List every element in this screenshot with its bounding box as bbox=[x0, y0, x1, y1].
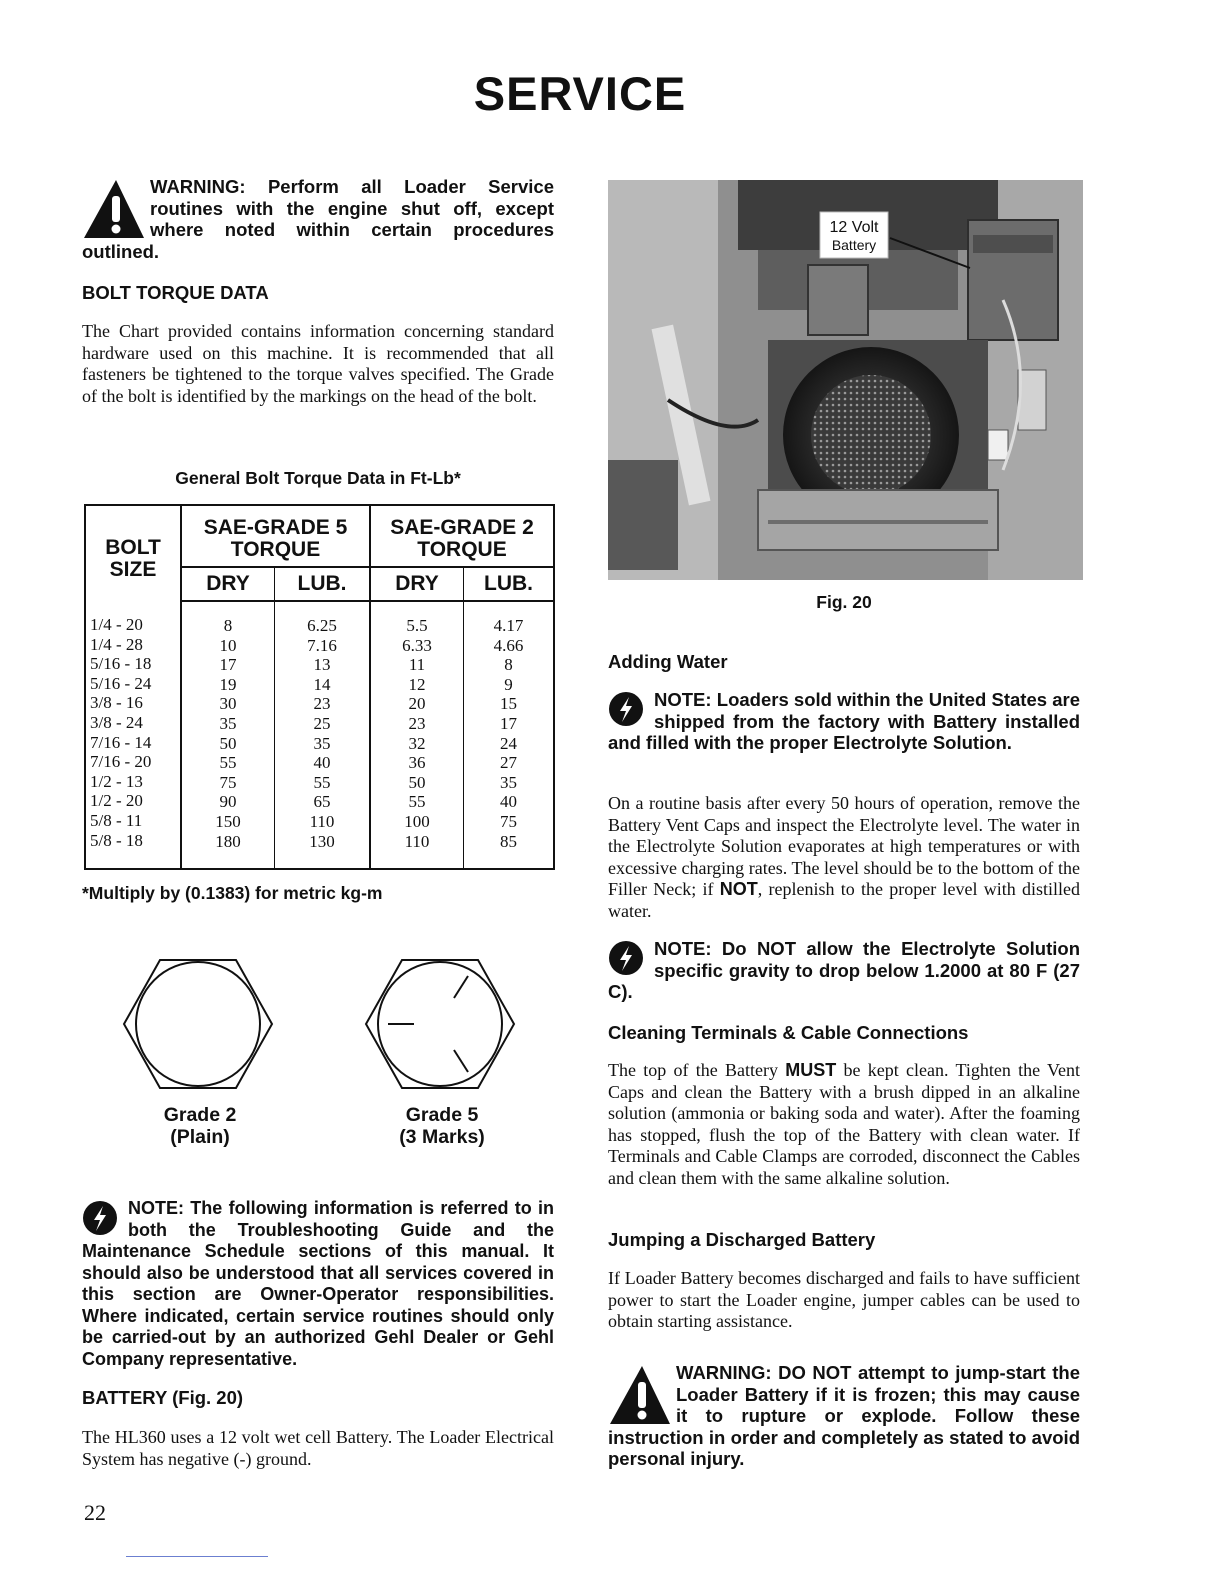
photo-callout-line-2: Battery bbox=[831, 237, 877, 253]
column-g5-dry: 8 10 17 19 30 35 50 55 75 90 150 180 bbox=[181, 601, 275, 869]
column-g2-dry: 5.5 6.33 11 12 20 23 32 36 50 55 100 110 bbox=[370, 601, 464, 869]
grade-5-label: Grade 5 (3 Marks) bbox=[399, 1104, 485, 1148]
header-sae-grade-5: SAE-GRADE 5 TORQUE bbox=[181, 505, 370, 567]
warning-label: WARNING: bbox=[150, 176, 246, 197]
note-icon bbox=[608, 940, 644, 976]
note-text: Do NOT allow the Electrolyte Solution specific gravity to drop below 1.2000 at 80 F (27 C). bbox=[608, 938, 1080, 1002]
note-text: Loaders sold within the United States are shipped from the factory with Battery installed and filled with the proper Electrolyte Solution. bbox=[608, 689, 1081, 753]
header-g5-dry: DRY bbox=[181, 567, 275, 601]
page-title: SERVICE bbox=[473, 67, 687, 120]
section-heading-battery: BATTERY (Fig. 20) bbox=[82, 1387, 244, 1408]
warning-text: DO NOT attempt to jump-start the Loader Battery if it is frozen; this may cause it to rupture or explode. Follow these instruction in order and completely as stated to avoid personal injury. bbox=[608, 1362, 1080, 1469]
battery-engine-photo bbox=[608, 180, 1083, 580]
note-label: NOTE: bbox=[654, 938, 712, 959]
footer-rule bbox=[126, 1556, 268, 1557]
section-heading-jumping: Jumping a Discharged Battery bbox=[608, 1229, 876, 1250]
note-icon bbox=[608, 691, 644, 727]
grade-2-label: Grade 2 (Plain) bbox=[163, 1104, 237, 1148]
grade-2-bolt-head-icon bbox=[122, 956, 274, 1092]
column-bolt-sizes: 1/4 - 20 1/4 - 28 5/16 - 18 5/16 - 24 3/8 - 16 3/8 - 24 7/16 - 14 7/16 - 20 1/2 - 13 1/2 - 20 5/8 - 11 5/8 - 18 bbox=[85, 601, 181, 869]
warning-triangle-icon bbox=[608, 1364, 672, 1426]
note-label: NOTE: bbox=[654, 689, 712, 710]
page-number: 22 bbox=[84, 1500, 106, 1525]
section-heading-bolt-torque: BOLT TORQUE DATA bbox=[82, 282, 269, 303]
warning-label: WARNING: bbox=[676, 1362, 772, 1383]
header-g2-dry: DRY bbox=[370, 567, 464, 601]
warning-callout-jump-start bbox=[608, 1362, 1080, 1470]
header-sae-grade-2: SAE-GRADE 2 TORQUE bbox=[370, 505, 554, 567]
warning-callout bbox=[82, 176, 554, 262]
header-g2-lub: LUB. bbox=[464, 567, 555, 601]
bolt-torque-table bbox=[84, 504, 555, 870]
note-icon bbox=[82, 1200, 118, 1236]
grade-5-bolt-head-icon bbox=[364, 956, 516, 1092]
note-callout-specific-gravity bbox=[608, 938, 1080, 1003]
column-g5-lub: 6.25 7.16 13 14 23 25 35 40 55 65 110 130 bbox=[275, 601, 371, 869]
warning-text: Perform all Loader Service routines with the engine shut off, except where noted within certain procedures outlined. bbox=[82, 176, 554, 262]
header-bolt-size: BOLT SIZE bbox=[85, 505, 181, 601]
table-caption: General Bolt Torque Data in Ft-Lb* bbox=[175, 468, 461, 488]
note-text: The following information is referred to in both the Troubleshooting Guide and the Maintenance Schedule sections of this manual. It should also be understood that all services covered in this section are Owner-Operator responsibilities. Where indicated, certain service routines should only be carried-out by an authorized Gehl Dealer or Gehl Company representative. bbox=[82, 1198, 554, 1369]
jumping-paragraph: If Loader Battery becomes discharged and fails to have sufficient power to start the Loader engine, jumper cables can be used to obtain starting assistance. bbox=[608, 1268, 1080, 1331]
note-callout bbox=[82, 1198, 554, 1370]
figure-caption: Fig. 20 bbox=[816, 592, 872, 612]
note-callout-factory bbox=[608, 689, 1080, 754]
warning-triangle-icon bbox=[82, 178, 146, 240]
photo-callout-line-1: 12 Volt bbox=[829, 219, 879, 236]
bolt-torque-paragraph: The Chart provided contains information concerning standard hardware used on this machine. It is recommended that all fasteners be tightened to the torque valves specified. The Grade of the bolt is identified by the markings on the head of the bolt. bbox=[82, 321, 554, 406]
section-heading-cleaning: Cleaning Terminals & Cable Connections bbox=[608, 1022, 969, 1043]
column-g2-lub: 4.17 4.66 8 9 15 17 24 27 35 40 75 85 bbox=[493, 616, 524, 851]
adding-water-paragraph: On a routine basis after every 50 hours of operation, remove the Battery Vent Caps and inspect the Electrolyte level. The water in the Electrolyte Solution evaporates at high temperatures or with excessive charging rates. The level should be to the bottom of the Filler Neck; if NOT, replenish to the proper level with distilled water. bbox=[608, 793, 1080, 921]
header-g5-lub: LUB. bbox=[275, 567, 371, 601]
section-heading-adding-water: Adding Water bbox=[608, 651, 728, 672]
cleaning-paragraph: The top of the Battery MUST be kept clean. Tighten the Vent Caps and clean the Battery with a brush dipped in an alkaline solution (ammonia or baking soda and water). After the foaming has stopped, flush the top of the Battery with clean water. If Terminals and Cable Clamps are corroded, disconnect the Cables and clean them with the same alkaline solution. bbox=[608, 1060, 1081, 1188]
table-footnote: *Multiply by (0.1383) for metric kg-m bbox=[82, 883, 383, 903]
note-label: NOTE: bbox=[128, 1198, 184, 1218]
battery-paragraph: The HL360 uses a 12 volt wet cell Battery. The Loader Electrical System has negative (-) ground. bbox=[82, 1427, 554, 1469]
